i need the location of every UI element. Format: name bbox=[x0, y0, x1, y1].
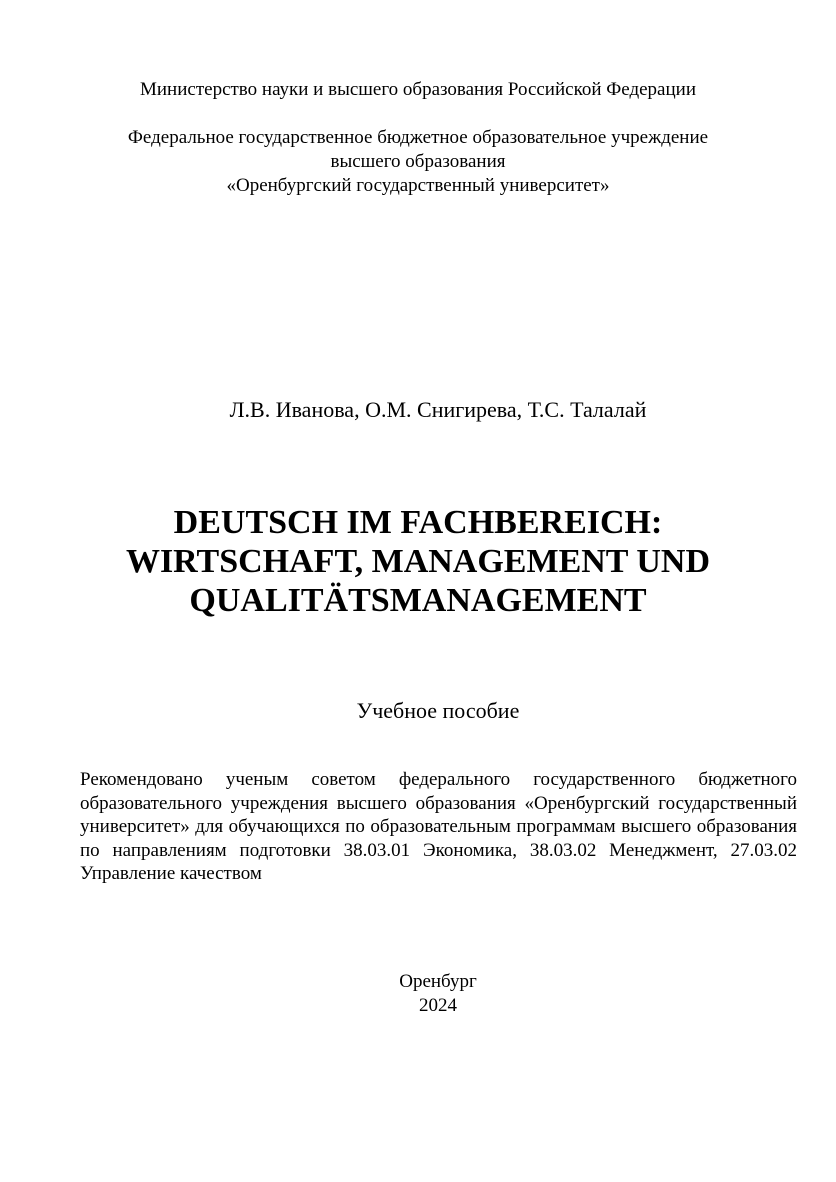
ministry-name: Министерство науки и высшего образования Российской Федерации bbox=[140, 79, 696, 100]
recommendation-text: Рекомендовано ученым советом федерального государственного бюджетного образовательного учреждения высшего образования «Оренбургский государственный университет» для обучающихся по образовательным программам высшего образования по направлениям подготовки 38.03.01 Экономика, 38.03.02 Менеджмент, 27.03.02 Управление качеством bbox=[80, 769, 797, 884]
title-line-3: QUALITÄTSMANAGEMENT bbox=[189, 582, 647, 619]
institution-line-2: высшего образования bbox=[330, 151, 506, 172]
institution-line-3: «Оренбургский государственный университет» bbox=[226, 175, 610, 196]
authors: Л.В. Иванова, О.М. Снигирева, Т.С. Талалай bbox=[229, 397, 647, 422]
institution-block bbox=[0, 126, 836, 198]
book-title bbox=[0, 503, 836, 620]
city: Оренбург bbox=[399, 971, 477, 992]
title-line-1: DEUTSCH IM FACHBEREICH: bbox=[173, 504, 663, 541]
year: 2024 bbox=[419, 995, 457, 1016]
institution-line-1: Федеральное государственное бюджетное образовательное учреждение bbox=[127, 127, 709, 148]
title-line-2: WIRTSCHAFT, MANAGEMENT UND bbox=[125, 543, 711, 580]
place-and-year bbox=[218, 970, 658, 1018]
document-type: Учебное пособие bbox=[356, 698, 520, 723]
